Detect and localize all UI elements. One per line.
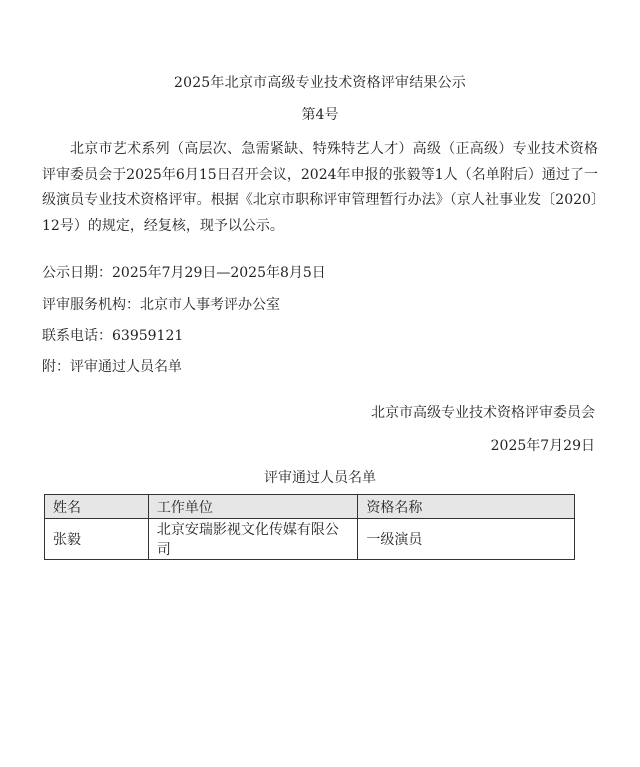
- document-number: 第4号: [301, 107, 339, 123]
- signature-date: 2025年7月29日: [490, 438, 595, 454]
- header-qualification: 资格名称: [358, 495, 575, 519]
- table-row: [45, 519, 575, 560]
- header-employer: 工作单位: [148, 495, 358, 519]
- header-name: 姓名: [45, 495, 149, 519]
- attachment-note: 附：评审通过人员名单: [42, 359, 182, 375]
- document-title: 2025年北京市高级专业技术资格评审结果公示: [173, 75, 467, 91]
- table-header-row: [45, 495, 575, 519]
- review-agency: 评审服务机构：北京市人事考评办公室: [42, 297, 280, 313]
- signature-organization: 北京市高级专业技术资格评审委员会: [371, 405, 595, 421]
- cell-qualification: 一级演员: [358, 519, 575, 560]
- cell-employer: 北京安瑞影视文化传媒有限公司: [148, 519, 358, 560]
- document-body-paragraph: 北京市艺术系列（高层次、急需紧缺、特殊特艺人才）高级（正高级）专业技术资格评审委员会于2025年6月15日召开会议，2024年申报的张毅等1人（名单附后）通过了一级演员专业技术资格评审。根据《北京市职称评审管理暂行办法》（京人社事业发〔2020〕12号）的规定，经复核，现予以公示。: [42, 141, 598, 234]
- approved-personnel-table: [44, 494, 575, 560]
- publicity-period: 公示日期：2025年7月29日—2025年8月5日: [42, 265, 326, 281]
- contact-phone: 联系电话：63959121: [42, 328, 184, 344]
- table-title: 评审通过人员名单: [264, 470, 376, 486]
- cell-name: 张毅: [45, 519, 149, 560]
